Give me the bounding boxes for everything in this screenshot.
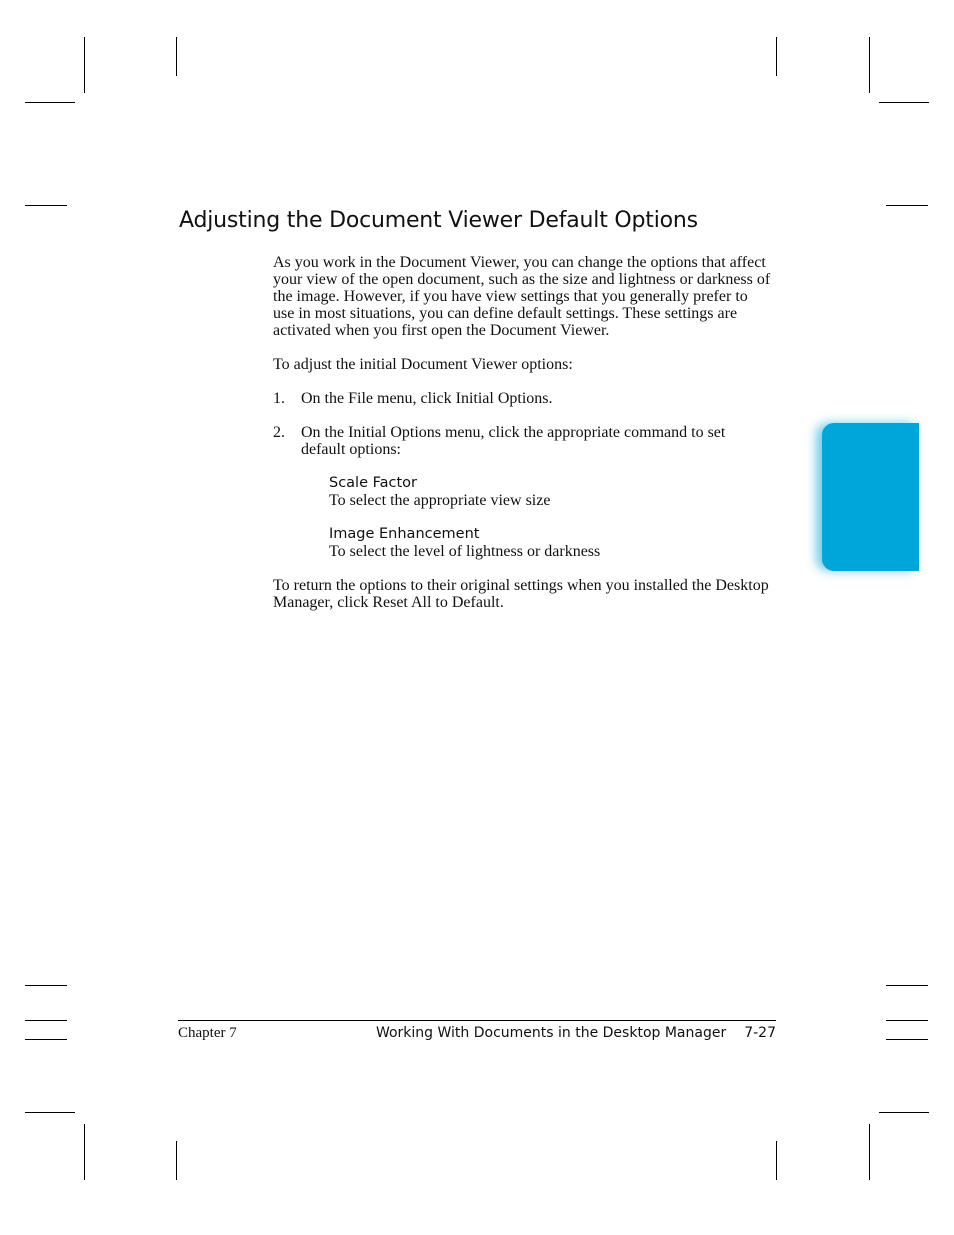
crop-mark bbox=[776, 1141, 777, 1180]
step-number: 2. bbox=[273, 424, 285, 441]
step-item bbox=[273, 390, 773, 407]
crop-mark bbox=[879, 102, 929, 103]
footer-section-title: Working With Documents in the Desktop Manager bbox=[375, 1025, 727, 1041]
crop-mark bbox=[869, 37, 870, 93]
crop-mark bbox=[176, 1141, 177, 1180]
step-number: 1. bbox=[273, 390, 285, 407]
page-title: Adjusting the Document Viewer Default Options bbox=[179, 208, 698, 233]
crop-mark bbox=[25, 205, 67, 206]
lead-in-paragraph: To adjust the initial Document Viewer options: bbox=[273, 356, 573, 373]
intro-paragraph: As you work in the Document Viewer, you can change the options that affect your view of the open document, such as the size and lightness or darkness of the image. However, if you have view settings that you generally prefer to use in most situations, you can define default settings. These settings are activated when you first open the Document Viewer. bbox=[273, 254, 771, 339]
page-number: 7-27 bbox=[744, 1025, 776, 1041]
crop-mark bbox=[886, 985, 928, 986]
crop-mark bbox=[84, 1124, 85, 1180]
crop-mark bbox=[25, 1020, 67, 1021]
step-text: On the Initial Options menu, click the appropriate command to set default options: bbox=[301, 424, 726, 458]
crop-mark bbox=[886, 1020, 928, 1021]
option-description: To select the appropriate view size bbox=[329, 492, 551, 509]
chapter-tab bbox=[822, 423, 919, 571]
crop-mark bbox=[25, 102, 75, 103]
option-name: Image Enhancement bbox=[329, 526, 480, 542]
crop-mark bbox=[879, 1112, 929, 1113]
step-item bbox=[273, 424, 773, 458]
crop-mark bbox=[25, 985, 67, 986]
crop-mark bbox=[176, 37, 177, 76]
crop-mark bbox=[776, 37, 777, 76]
crop-mark bbox=[886, 1039, 928, 1040]
option-item bbox=[329, 475, 773, 509]
footer-chapter: Chapter 7 bbox=[178, 1025, 237, 1041]
footer-rule bbox=[178, 1020, 776, 1021]
crop-mark bbox=[869, 1124, 870, 1180]
step-text: On the File menu, click Initial Options. bbox=[301, 390, 553, 407]
crop-mark bbox=[25, 1112, 75, 1113]
body-content bbox=[273, 254, 773, 628]
crop-mark bbox=[886, 205, 928, 206]
crop-mark bbox=[25, 1039, 67, 1040]
option-description: To select the level of lightness or darkness bbox=[329, 543, 601, 560]
option-name: Scale Factor bbox=[329, 475, 418, 491]
option-item bbox=[329, 526, 773, 560]
closing-paragraph: To return the options to their original settings when you installed the Desktop Manager, click Reset All to Default. bbox=[273, 577, 769, 611]
footer-running-head bbox=[376, 1025, 776, 1041]
crop-mark bbox=[84, 37, 85, 93]
